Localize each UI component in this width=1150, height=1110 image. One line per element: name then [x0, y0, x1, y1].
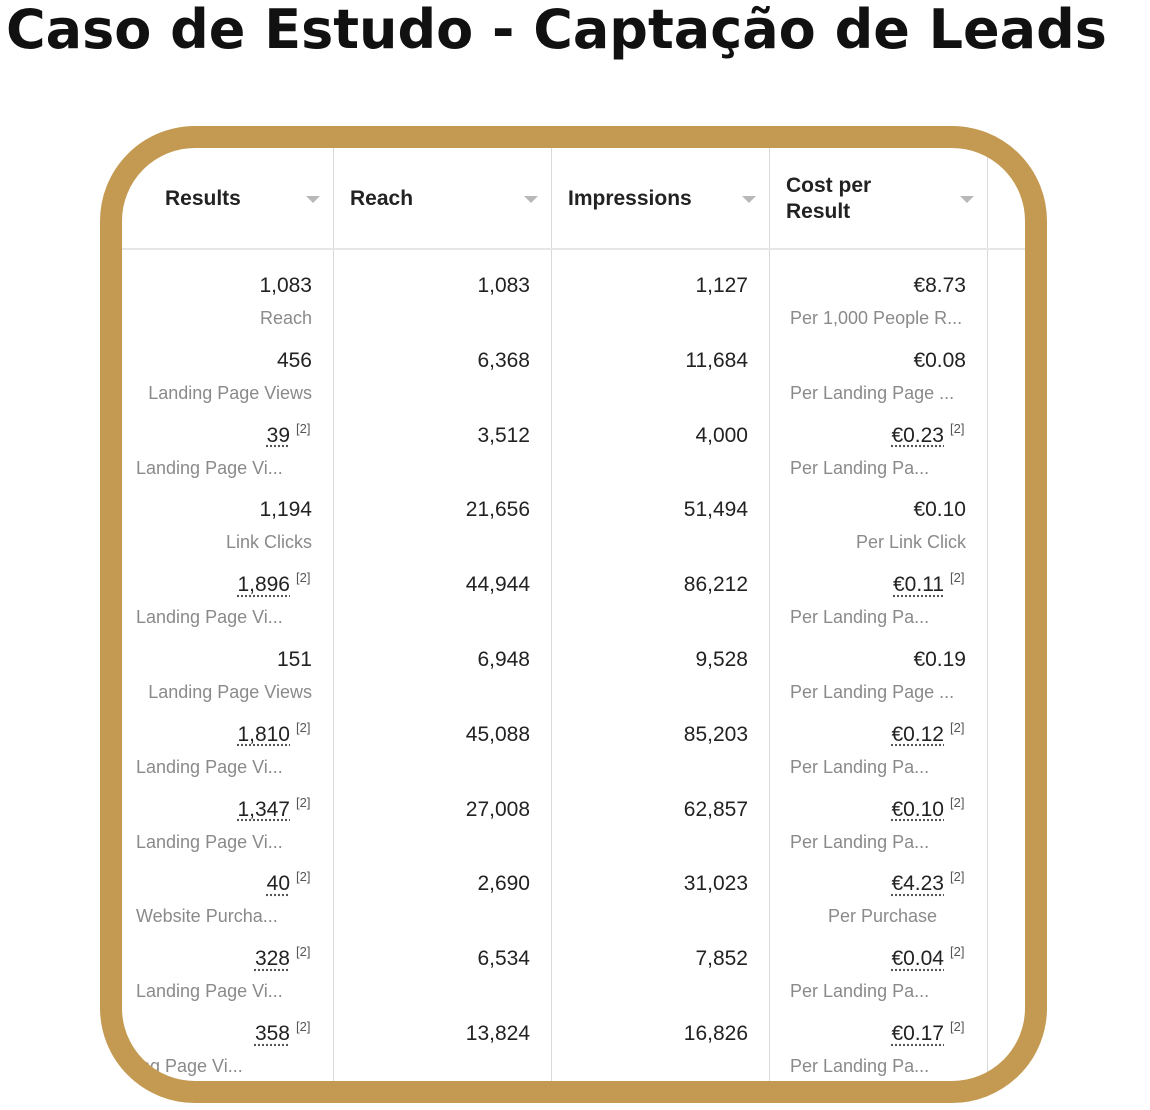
results-label: Landing Page Vi...	[136, 756, 283, 777]
impressions-value: 9,528	[695, 648, 748, 671]
results-label: Landing Page Vi...	[136, 981, 283, 1002]
chevron-down-icon[interactable]	[524, 196, 538, 203]
header-divider	[122, 248, 1025, 250]
results-label: Landing Page Views	[148, 682, 312, 702]
reach-value: 44,944	[465, 573, 530, 597]
footnote-marker: [2]	[296, 794, 311, 810]
chevron-down-icon[interactable]	[960, 196, 974, 203]
footnote-marker: [2]	[296, 420, 311, 436]
cost-label: Per Landing Pa...	[790, 457, 930, 478]
table-row[interactable]	[122, 636, 1025, 711]
impressions-value: 7,852	[695, 947, 748, 971]
cost-label: Per Landing Page ...	[790, 382, 955, 403]
results-value: 1,083	[259, 274, 312, 297]
cost-value[interactable]: €0.23	[891, 423, 944, 447]
table-row[interactable]	[122, 337, 1025, 412]
column-header-label: Impressions	[568, 187, 692, 210]
cost-label: Per Purchase	[828, 906, 938, 927]
reach-value: 45,088	[465, 722, 530, 746]
impressions-value: 85,203	[683, 722, 748, 746]
column-header-label: Results	[165, 187, 241, 210]
column-header-label: Cost per	[786, 174, 872, 197]
reach-value: 27,008	[465, 797, 530, 821]
results-value[interactable]: 40	[266, 872, 290, 896]
reach-value: 21,656	[465, 498, 530, 522]
cost-value[interactable]: €0.11	[893, 573, 944, 597]
impressions-value: 31,023	[683, 872, 748, 896]
footnote-marker: [2]	[296, 869, 311, 885]
cost-label: Per Landing Pa...	[790, 831, 930, 852]
table-row[interactable]	[122, 486, 1025, 561]
results-label: Link Clicks	[225, 532, 312, 553]
reach-value: 1,083	[477, 274, 530, 297]
column-header-label: Result	[786, 200, 851, 223]
footnote-marker: [2]	[950, 944, 965, 960]
impressions-value: 51,494	[683, 498, 748, 522]
screenshot-frame	[100, 126, 1047, 1103]
table-row[interactable]	[122, 935, 1025, 1010]
cost-label: Per Landing Page ...	[790, 682, 955, 702]
results-value[interactable]: 39	[266, 423, 290, 447]
reach-value: 6,948	[477, 648, 530, 671]
footnote-marker: [2]	[296, 944, 311, 960]
results-value[interactable]: 1,347	[237, 797, 290, 821]
footnote-marker: [2]	[296, 570, 311, 586]
chevron-down-icon[interactable]	[306, 196, 320, 203]
results-value[interactable]: 1,896	[237, 573, 290, 597]
page-title: Caso de Estudo - Captação de Leads	[6, 0, 1107, 61]
footnote-marker: [2]	[950, 570, 965, 586]
footnote-marker: [2]	[296, 1019, 311, 1034]
results-label: Reach	[259, 308, 312, 328]
table-row[interactable]	[122, 786, 1025, 861]
cost-value[interactable]: €0.12	[891, 722, 944, 746]
impressions-value: 4,000	[695, 423, 748, 447]
impressions-value: 62,857	[683, 797, 748, 821]
reach-value: 3,512	[477, 423, 530, 447]
column-header-reach[interactable]	[334, 148, 551, 248]
table-row[interactable]	[122, 561, 1025, 636]
results-value: 456	[276, 348, 312, 372]
cost-value[interactable]: €0.04	[891, 947, 944, 971]
footnote-marker: [2]	[950, 420, 965, 436]
cost-value[interactable]: €0.10	[891, 797, 944, 821]
cost-label: Per 1,000 People R...	[790, 308, 963, 328]
impressions-value: 16,826	[683, 1022, 748, 1045]
table-row[interactable]	[122, 1010, 1025, 1085]
cost-value: €0.10	[913, 498, 966, 522]
results-value: 151	[276, 648, 312, 671]
reach-value: 6,368	[477, 348, 530, 372]
results-label: Website Purcha...	[136, 906, 278, 927]
chevron-down-icon[interactable]	[742, 196, 756, 203]
table-row[interactable]	[122, 711, 1025, 786]
cost-value: €0.19	[913, 648, 966, 671]
results-label: ing Page Vi...	[136, 1056, 243, 1076]
footnote-marker: [2]	[950, 794, 965, 810]
table-row[interactable]	[122, 262, 1025, 337]
impressions-value: 11,684	[685, 348, 748, 372]
results-label: Landing Page Vi...	[136, 607, 283, 628]
reach-value: 6,534	[477, 947, 530, 971]
cost-label: Per Landing Pa...	[790, 1056, 930, 1076]
cost-value[interactable]: €0.17	[891, 1022, 944, 1045]
impressions-value: 86,212	[683, 573, 748, 597]
impressions-value: 1,127	[695, 274, 748, 297]
cost-label: Per Landing Pa...	[790, 981, 930, 1002]
ads-results-table	[122, 148, 1025, 1081]
footnote-marker: [2]	[950, 869, 965, 885]
cost-label: Per Link Click	[855, 532, 966, 553]
column-header-cost-per-result[interactable]	[770, 148, 987, 248]
cost-value[interactable]: €4.23	[891, 872, 944, 896]
footnote-marker: [2]	[296, 719, 311, 735]
results-label: Landing Page Views	[148, 382, 312, 403]
table-row[interactable]	[122, 412, 1025, 487]
footnote-marker: [2]	[950, 719, 965, 735]
reach-value: 2,690	[477, 872, 530, 896]
cost-value: €0.08	[913, 348, 966, 372]
column-header-label: Reach	[350, 187, 414, 210]
results-value: 1,194	[259, 498, 312, 522]
table-row[interactable]	[122, 860, 1025, 935]
cost-value: €8.73	[913, 274, 966, 297]
results-label: Landing Page Vi...	[136, 457, 283, 478]
results-value[interactable]: 358	[254, 1022, 290, 1045]
footnote-marker: [2]	[950, 1019, 965, 1034]
results-label: Landing Page Vi...	[136, 831, 283, 852]
results-value[interactable]: 328	[254, 947, 290, 971]
cost-label: Per Landing Pa...	[790, 607, 930, 628]
column-header-impressions[interactable]	[552, 148, 769, 248]
reach-value: 13,824	[465, 1022, 530, 1045]
column-header-results[interactable]	[122, 148, 333, 248]
results-value[interactable]: 1,810	[237, 722, 290, 746]
cost-label: Per Landing Pa...	[790, 756, 930, 777]
